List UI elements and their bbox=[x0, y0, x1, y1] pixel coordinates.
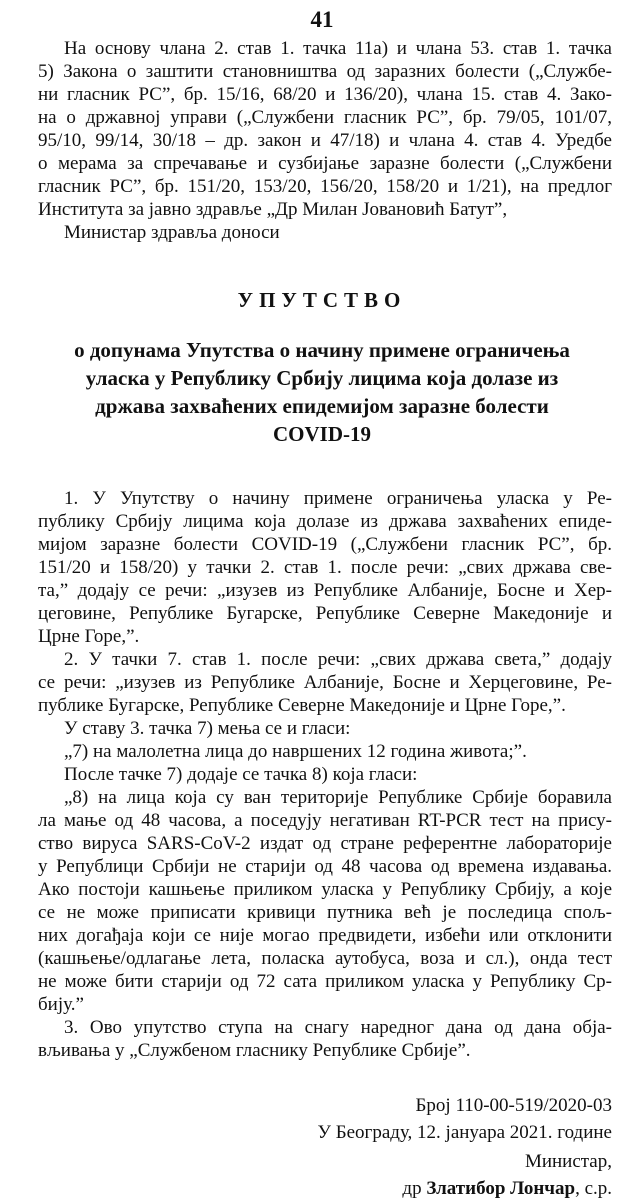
preamble-line: Министар здравља доноси bbox=[64, 222, 280, 243]
body-line: Ако постоји кашњење приликом уласка у Републику Србију, а које bbox=[38, 879, 612, 900]
body-line: 1. У Упутству о начину примене ограничења уласка у Ре- bbox=[64, 488, 612, 509]
body-line: мијом заразне болести COVID-19 („Службени гласник РС”, бр. bbox=[38, 534, 612, 555]
body-line: них догађаја који се није могао предвидети, избећи или отклонити bbox=[38, 925, 612, 946]
subtitle-line: о допунама Упутства о начину примене ограничења bbox=[74, 338, 570, 362]
body-line: 151/20 и 158/20) у тачки 2. став 1. после речи: „свих држава све- bbox=[38, 557, 612, 578]
place-date: У Београду, 12. јануара 2021. године bbox=[317, 1122, 612, 1143]
preamble-line: 95/10, 99/14, 30/18 – др. закон и 47/18) и члана 4. став 4. Уредбе bbox=[38, 130, 612, 151]
document-body bbox=[38, 487, 612, 1062]
body-line: ла мање од 48 часова, а поседују негативан RT-PCR тест на прису- bbox=[38, 810, 612, 831]
body-line: публику Србију лицима која долазе из држава захваћених епиде- bbox=[38, 511, 612, 532]
body-line: се не може приписати кривици путника већ је последица спољ- bbox=[38, 902, 612, 923]
body-line: ство вируса SARS-CoV-2 издат од стране референтне лабораторије bbox=[38, 833, 612, 854]
preamble bbox=[38, 37, 612, 244]
body-line: не може бити старији од 72 сата приликом уласка у Републику Ср- bbox=[38, 971, 612, 992]
body-line: 2. У тачки 7. став 1. после речи: „свих држава света,” додају bbox=[64, 649, 612, 670]
page-number: 41 bbox=[310, 7, 334, 32]
preamble-line: 5) Закона о заштити становништва од заразних болести („Службе- bbox=[38, 61, 612, 82]
preamble-line: На основу члана 2. став 1. тачка 11а) и члана 53. став 1. тачка bbox=[64, 38, 612, 59]
body-line: „8) на лица која су ван територије Републике Србије боравила bbox=[64, 787, 612, 808]
reference-number: Број 110-00-519/2020-03 bbox=[415, 1095, 612, 1116]
body-line: (кашњење/одлагање лета, поласка аутобуса, воза и сл.), онда тест bbox=[38, 948, 612, 969]
subtitle-line: COVID-19 bbox=[273, 422, 371, 446]
body-line: у Републици Србији не старији од 48 часова од времена издавања. bbox=[38, 856, 612, 877]
body-line: публике Бугарске, Републике Северне Македоније и Црне Горе,”. bbox=[38, 695, 566, 716]
body-line: 3. Ово упутство ступа на снагу наредног дана од дана обја- bbox=[64, 1017, 612, 1038]
signatory-prefix: др bbox=[402, 1178, 422, 1199]
subtitle-line: уласка у Републику Србију лицима која долазе из bbox=[85, 366, 559, 390]
signatory-suffix: , с.р. bbox=[575, 1178, 612, 1199]
body-line: цеговине, Републике Бугарске, Републике Северне Македоније и bbox=[38, 603, 612, 624]
body-line: бију.” bbox=[38, 994, 84, 1015]
body-line: „7) на малолетна лица до навршених 12 година живота;”. bbox=[64, 741, 527, 762]
preamble-line: ни гласник РС”, бр. 15/16, 68/20 и 136/20), члана 15. став 4. Зако- bbox=[38, 84, 612, 105]
document-title: УПУТСТВО bbox=[237, 288, 407, 312]
body-line: вљивања у „Службеном гласнику Републике Србије”. bbox=[38, 1040, 471, 1061]
preamble-line: о мерама за спречавање и сузбијање заразне болести („Службени bbox=[38, 153, 612, 174]
body-line: та,” додају се речи: „изузев из Републике Албаније, Босне и Хер- bbox=[38, 580, 612, 601]
preamble-line: Института за јавно здравље „Др Милан Јовановић Батут”, bbox=[38, 199, 508, 220]
signatory-title: Министар, bbox=[524, 1151, 612, 1172]
body-line: Црне Горе,”. bbox=[38, 626, 140, 647]
signatory-line bbox=[402, 1175, 612, 1202]
signature-block bbox=[402, 1148, 612, 1202]
subtitle-line: држава захваћених епидемијом заразне болести bbox=[95, 394, 549, 418]
reference-block bbox=[318, 1092, 613, 1146]
body-line: У ставу 3. тачка 7) мења се и гласи: bbox=[64, 718, 351, 739]
document-subtitle bbox=[50, 336, 594, 448]
preamble-line: на о државној управи („Службени гласник РС”, бр. 79/05, 101/07, bbox=[38, 107, 612, 128]
body-line: После тачке 7) додаје се тачка 8) која гласи: bbox=[64, 764, 418, 785]
preamble-line: гласник РС”, бр. 151/20, 153/20, 156/20, 158/20 и 1/21), на предлог bbox=[38, 176, 612, 197]
signatory-name: Златибор Лончар bbox=[426, 1178, 576, 1199]
body-line: се речи: „изузев из Републике Албаније, Босне и Херцеговине, Ре- bbox=[38, 672, 612, 693]
